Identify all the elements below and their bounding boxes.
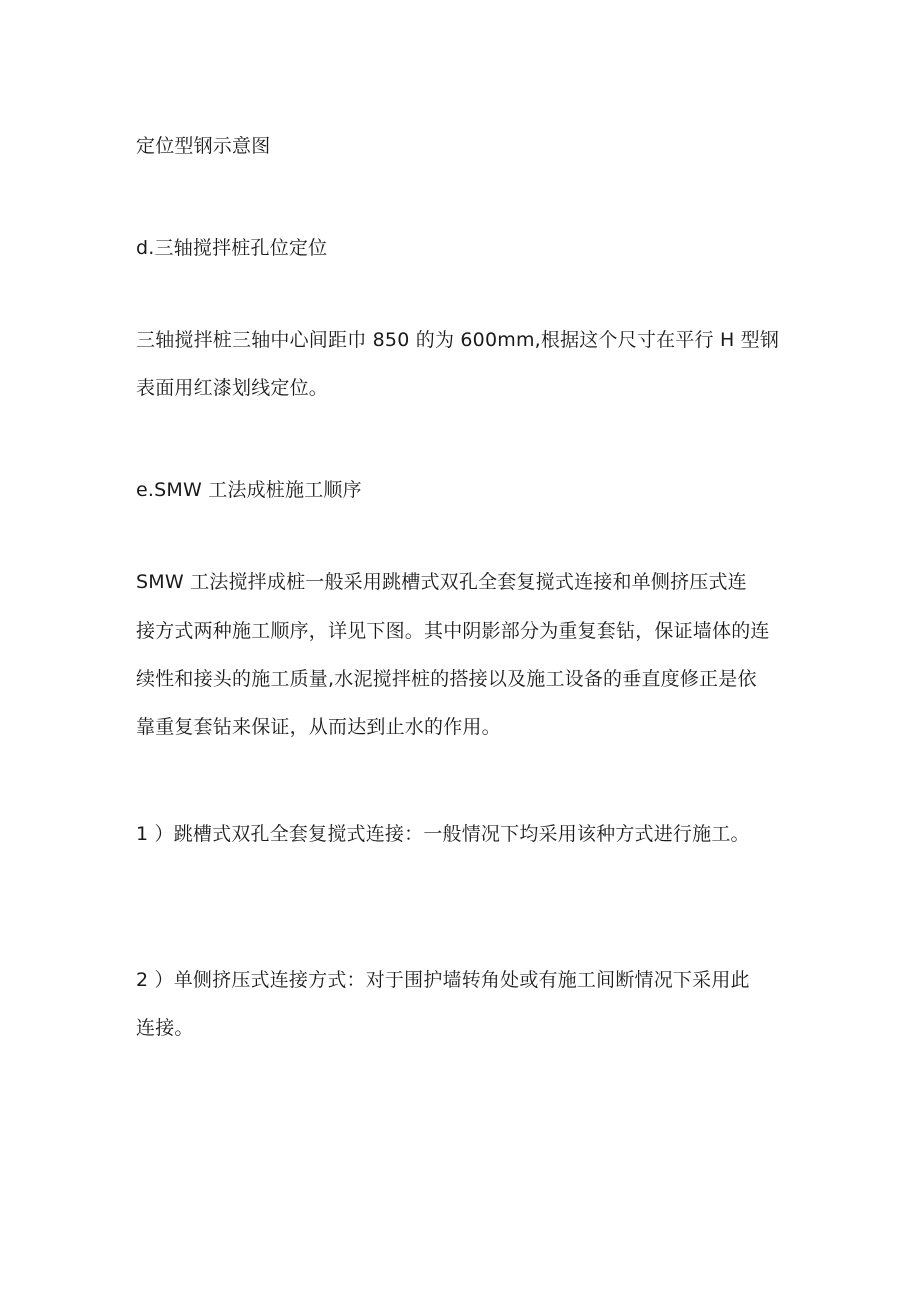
section-e-body-line-1: SMW 工法搅拌成桩一般采用跳槽式双孔全套复搅式连接和单侧挤压式连 — [136, 571, 747, 593]
list-item-2-line-2: 连接。 — [136, 1017, 194, 1039]
figure-caption: 定位型钢示意图 — [136, 135, 271, 157]
section-e-heading: e.SMW 工法成桩施工顺序 — [136, 479, 362, 501]
section-d-body-line-2: 表面用红漆划线定位。 — [136, 377, 329, 399]
section-e-body-line-3: 续性和接头的施工质量,水泥搅拌桩的搭接以及施工设备的垂直度修正是依 — [136, 668, 757, 690]
section-e-body-line-4: 靠重复套钻来保证，从而达到止水的作用。 — [136, 716, 501, 738]
section-d-heading: d.三轴搅拌桩孔位定位 — [136, 237, 328, 259]
list-item-2-line-1: 2 ）单侧挤压式连接方式：对于围护墙转角处或有施工间断情况下采用此 — [136, 969, 750, 991]
section-d-body-line-1: 三轴搅拌桩三轴中心间距巾 850 的为 600mm,根据这个尺寸在平行 H 型钢 — [136, 329, 780, 351]
list-item-1: 1 ）跳槽式双孔全套复搅式连接：一般情况下均采用该种方式进行施工。 — [136, 823, 750, 845]
section-e-body-line-2: 接方式两种施工顺序，详见下图。其中阴影部分为重复套钻，保证墙体的连 — [136, 620, 770, 642]
